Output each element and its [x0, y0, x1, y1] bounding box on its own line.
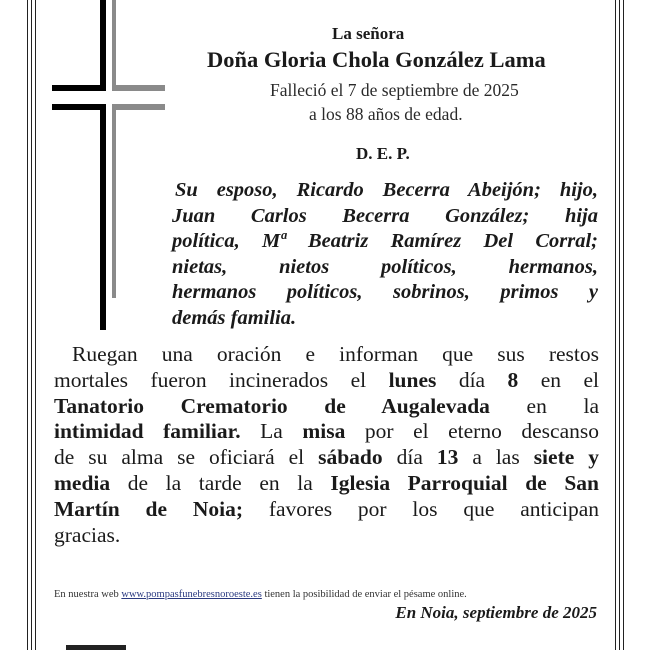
- body-line: [54, 445, 599, 471]
- body-bold-segment: Iglesia Parroquial de San: [330, 470, 599, 495]
- body-segment: en la: [489, 393, 599, 418]
- right-border-line: [623, 0, 624, 650]
- age-text: a los 88 años de edad.: [309, 104, 463, 124]
- cross-gray-arm-top: [112, 85, 165, 91]
- body-segment: mortales fueron incinerados el: [54, 367, 389, 392]
- web-note: [54, 589, 467, 600]
- body-bold-segment: 8: [507, 367, 519, 392]
- body-bold-segment: misa: [302, 419, 346, 444]
- body-bold-segment: Martín de Noia;: [54, 496, 243, 521]
- dep-text: D. E. P.: [356, 144, 410, 163]
- body-segment: en el: [518, 367, 600, 392]
- body-line: [54, 419, 599, 445]
- body-segment: por el eterno descanso: [345, 419, 599, 444]
- body-segment: día: [436, 367, 508, 392]
- body-line: [54, 523, 599, 549]
- body-bold-segment: Tanatorio Crematorio de Augalevada: [54, 393, 490, 418]
- body-text: [54, 342, 599, 548]
- cross-black-vertical: [100, 0, 106, 330]
- right-border-line: [619, 0, 620, 650]
- intro-text: La señora: [332, 24, 405, 43]
- left-border-line: [27, 0, 28, 650]
- family-line: nietas, nietos políticos, hermanos,: [172, 255, 598, 278]
- body-bold-segment: intimidad familiar.: [54, 419, 241, 444]
- body-segment: favores por los que anticipan: [243, 496, 599, 521]
- cross-black-arm-bottom: [52, 104, 106, 110]
- death-date: Falleció el 7 de septiembre de 2025: [270, 80, 519, 100]
- body-segment: de su alma se oficiará el: [54, 445, 319, 470]
- body-bold-segment: media: [54, 470, 111, 495]
- website-link[interactable]: www.pompasfunebresnoroeste.es: [121, 589, 262, 600]
- cross-gray-arm-bottom: [112, 104, 165, 110]
- body-segment: Ruegan una oración e informan que sus restos: [72, 342, 599, 366]
- cross-black-gap: [100, 91, 106, 104]
- body-bold-segment: lunes: [388, 367, 437, 392]
- left-border-line: [35, 0, 36, 650]
- place-date: En Noia, septiembre de 2025: [395, 603, 597, 622]
- deceased-name: Doña Gloria Chola González Lama: [207, 47, 546, 72]
- right-border-line: [615, 0, 616, 650]
- body-segment: a las: [458, 445, 534, 470]
- cross-gray-gap: [112, 91, 116, 104]
- family-line: demás familia.: [172, 306, 297, 329]
- body-line: [54, 497, 599, 523]
- body-segment: La: [240, 419, 303, 444]
- body-segment: de la tarde en la: [110, 470, 331, 495]
- body-line: [54, 342, 599, 368]
- body-segment: día: [382, 445, 437, 470]
- body-bold-segment: sábado: [318, 445, 383, 470]
- family-line: política, Mª Beatriz Ramírez Del Corral;: [172, 230, 598, 253]
- funeral-home-logo: [66, 645, 126, 650]
- body-line: [54, 368, 599, 394]
- left-border-line: [31, 0, 32, 650]
- body-bold-segment: 13: [436, 445, 459, 470]
- family-line: Juan Carlos Becerra González; hija: [172, 204, 598, 227]
- family-line: hermanos políticos, sobrinos, primos y: [172, 281, 598, 304]
- body-line: [54, 394, 599, 420]
- family-list: [172, 178, 598, 332]
- cross-gray-vertical: [112, 0, 116, 298]
- web-prefix: En nuestra web: [54, 589, 119, 600]
- body-line: [54, 471, 599, 497]
- body-segment: gracias.: [54, 522, 121, 547]
- web-suffix: tienen la posibilidad de enviar el pésame online.: [264, 589, 467, 600]
- body-bold-segment: siete y: [533, 445, 599, 470]
- family-line: Su esposo, Ricardo Becerra Abeijón; hijo,: [175, 179, 598, 201]
- cross-black-arm-top: [52, 85, 106, 91]
